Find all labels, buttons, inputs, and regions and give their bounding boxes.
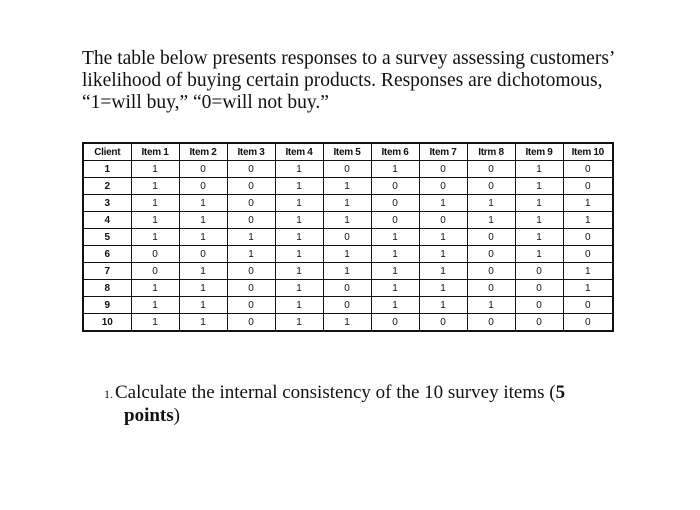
response-cell: 0 <box>563 246 613 263</box>
response-cell: 0 <box>467 246 515 263</box>
column-header-item-10: Item 10 <box>563 143 613 161</box>
response-cell: 0 <box>467 280 515 297</box>
client-id-cell: 5 <box>83 229 131 246</box>
response-cell: 1 <box>371 161 419 178</box>
response-cell: 1 <box>515 161 563 178</box>
response-cell: 0 <box>371 314 419 332</box>
response-cell: 1 <box>131 314 179 332</box>
response-cell: 1 <box>275 195 323 212</box>
column-header-item-7: Item 7 <box>419 143 467 161</box>
response-cell: 1 <box>275 229 323 246</box>
response-cell: 1 <box>179 229 227 246</box>
question-points-word: points <box>124 405 174 426</box>
response-cell: 0 <box>227 178 275 195</box>
survey-responses-table <box>82 142 614 332</box>
response-cell: 0 <box>563 161 613 178</box>
table-row <box>83 195 613 212</box>
response-cell: 1 <box>275 161 323 178</box>
response-cell: 1 <box>275 314 323 332</box>
response-cell: 1 <box>179 314 227 332</box>
response-cell: 1 <box>227 229 275 246</box>
response-cell: 1 <box>131 178 179 195</box>
column-header-item-1: Item 1 <box>131 143 179 161</box>
response-cell: 1 <box>275 212 323 229</box>
response-cell: 1 <box>131 297 179 314</box>
response-cell: 0 <box>179 178 227 195</box>
response-cell: 1 <box>179 280 227 297</box>
response-cell: 1 <box>275 297 323 314</box>
response-cell: 1 <box>563 263 613 280</box>
response-cell: 0 <box>467 161 515 178</box>
response-cell: 1 <box>323 178 371 195</box>
response-cell: 0 <box>467 178 515 195</box>
response-cell: 0 <box>227 195 275 212</box>
question-number: 1. <box>104 387 113 401</box>
response-cell: 1 <box>275 280 323 297</box>
response-cell: 1 <box>131 161 179 178</box>
response-cell: 1 <box>323 263 371 280</box>
response-cell: 1 <box>467 195 515 212</box>
client-id-cell: 1 <box>83 161 131 178</box>
question-1 <box>104 382 644 427</box>
response-cell: 1 <box>563 195 613 212</box>
response-cell: 0 <box>323 280 371 297</box>
response-cell: 0 <box>419 212 467 229</box>
response-cell: 1 <box>371 263 419 280</box>
response-cell: 1 <box>131 229 179 246</box>
table-row <box>83 246 613 263</box>
response-cell: 1 <box>323 246 371 263</box>
client-id-cell: 2 <box>83 178 131 195</box>
response-cell: 0 <box>371 212 419 229</box>
response-cell: 0 <box>515 263 563 280</box>
response-cell: 0 <box>179 246 227 263</box>
table-row <box>83 178 613 195</box>
response-cell: 0 <box>323 161 371 178</box>
intro-paragraph: The table below presents responses to a survey assessing customers’ likelihood of buying certain products. Responses are dichotomous, “1=will buy,” “0=will not buy.” <box>82 48 614 113</box>
response-cell: 0 <box>563 297 613 314</box>
response-cell: 1 <box>323 195 371 212</box>
response-cell: 0 <box>131 246 179 263</box>
column-header-item-5: Item 5 <box>323 143 371 161</box>
table-row <box>83 229 613 246</box>
response-cell: 1 <box>179 212 227 229</box>
response-cell: 0 <box>467 314 515 332</box>
response-cell: 0 <box>563 178 613 195</box>
response-cell: 0 <box>227 297 275 314</box>
response-cell: 1 <box>419 246 467 263</box>
response-cell: 1 <box>371 297 419 314</box>
response-cell: 0 <box>515 280 563 297</box>
table-body <box>83 161 613 332</box>
response-cell: 0 <box>323 229 371 246</box>
response-cell: 1 <box>131 212 179 229</box>
response-cell: 0 <box>227 212 275 229</box>
response-cell: 1 <box>131 280 179 297</box>
response-cell: 1 <box>275 246 323 263</box>
response-cell: 1 <box>275 263 323 280</box>
response-cell: 1 <box>467 212 515 229</box>
response-cell: 1 <box>467 297 515 314</box>
column-header-item-2: Item 2 <box>179 143 227 161</box>
response-cell: 1 <box>275 178 323 195</box>
table-header-row <box>83 143 613 161</box>
table-row <box>83 314 613 332</box>
response-cell: 0 <box>227 280 275 297</box>
response-cell: 0 <box>419 178 467 195</box>
response-cell: 1 <box>419 229 467 246</box>
response-cell: 1 <box>515 246 563 263</box>
response-cell: 1 <box>227 246 275 263</box>
response-cell: 1 <box>563 280 613 297</box>
response-cell: 0 <box>323 297 371 314</box>
response-cell: 0 <box>467 263 515 280</box>
response-cell: 0 <box>371 195 419 212</box>
response-cell: 1 <box>371 280 419 297</box>
response-cell: 0 <box>467 229 515 246</box>
response-cell: 1 <box>323 212 371 229</box>
response-cell: 0 <box>179 161 227 178</box>
response-cell: 1 <box>515 229 563 246</box>
client-id-cell: 6 <box>83 246 131 263</box>
response-cell: 0 <box>563 314 613 332</box>
table-row <box>83 280 613 297</box>
question-text: Calculate the internal consistency of the 10 survey items ( <box>115 382 556 403</box>
response-cell: 1 <box>515 195 563 212</box>
column-header-item-3: Item 3 <box>227 143 275 161</box>
response-cell: 1 <box>323 314 371 332</box>
response-cell: 1 <box>131 195 179 212</box>
response-cell: 0 <box>371 178 419 195</box>
response-cell: 0 <box>227 161 275 178</box>
response-cell: 0 <box>419 314 467 332</box>
table-row <box>83 212 613 229</box>
response-cell: 1 <box>419 263 467 280</box>
response-cell: 1 <box>515 178 563 195</box>
response-cell: 1 <box>419 280 467 297</box>
table-row <box>83 161 613 178</box>
response-cell: 0 <box>515 297 563 314</box>
response-cell: 1 <box>563 212 613 229</box>
table-row <box>83 263 613 280</box>
client-id-cell: 9 <box>83 297 131 314</box>
question-points-number: 5 <box>555 382 566 403</box>
response-cell: 1 <box>371 229 419 246</box>
column-header-item-8: Itrm 8 <box>467 143 515 161</box>
client-id-cell: 3 <box>83 195 131 212</box>
column-header-item-4: Item 4 <box>275 143 323 161</box>
client-id-cell: 7 <box>83 263 131 280</box>
response-cell: 0 <box>227 263 275 280</box>
client-id-cell: 10 <box>83 314 131 332</box>
response-cell: 0 <box>563 229 613 246</box>
response-cell: 0 <box>131 263 179 280</box>
response-cell: 1 <box>515 212 563 229</box>
response-cell: 0 <box>515 314 563 332</box>
response-cell: 1 <box>179 297 227 314</box>
response-cell: 1 <box>179 195 227 212</box>
client-id-cell: 8 <box>83 280 131 297</box>
client-id-cell: 4 <box>83 212 131 229</box>
table-row <box>83 297 613 314</box>
column-header-item-9: Item 9 <box>515 143 563 161</box>
response-cell: 1 <box>371 246 419 263</box>
column-header-client: Client <box>83 143 131 161</box>
question-close-paren: ) <box>173 405 180 426</box>
response-cell: 1 <box>179 263 227 280</box>
response-cell: 0 <box>227 314 275 332</box>
survey-table-container <box>82 142 614 332</box>
response-cell: 1 <box>419 297 467 314</box>
response-cell: 0 <box>419 161 467 178</box>
response-cell: 1 <box>419 195 467 212</box>
column-header-item-6: Item 6 <box>371 143 419 161</box>
